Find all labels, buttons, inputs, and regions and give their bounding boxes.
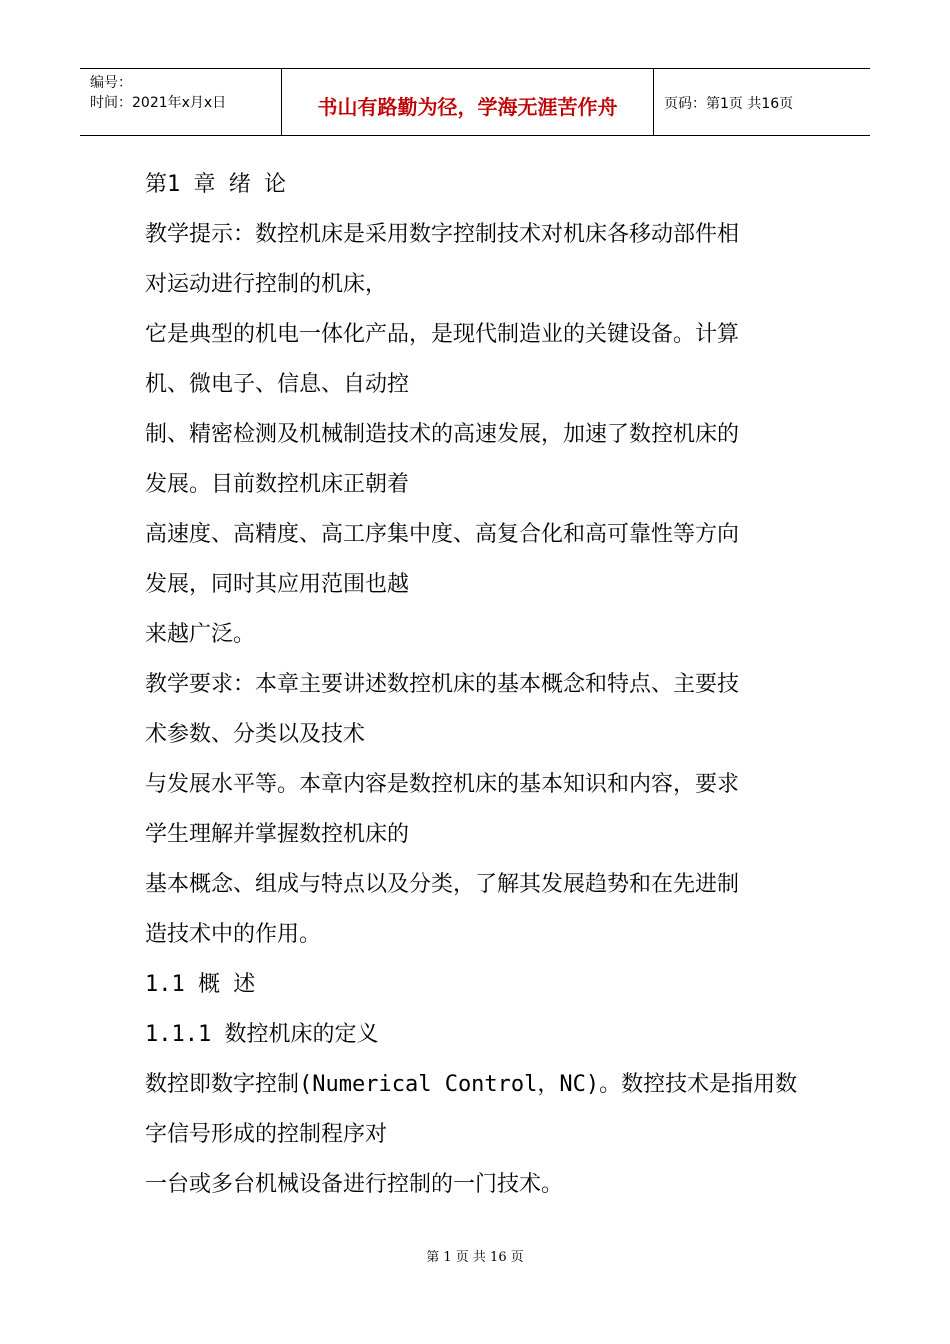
section-heading: 1.1 概 述 [145, 972, 256, 997]
body-line: 数控即数字控制(Numerical Control，NC)。数控技术是指用数 [145, 1072, 798, 1097]
body-line: 来越广泛。 [145, 622, 256, 647]
body-line: 教学提示：数控机床是采用数字控制技术对机床各移动部件相 [145, 222, 740, 247]
page-footer: 第 1 页 共 16 页 [426, 1250, 524, 1265]
subsection-heading: 1.1.1 数控机床的定义 [145, 1022, 379, 1047]
body-line: 它是典型的机电一体化产品，是现代制造业的关键设备。计算 [145, 322, 740, 347]
chapter-title: 第1 章 绪 论 [145, 172, 286, 197]
body-line: 制、精密检测及机械制造技术的高速发展，加速了数控机床的 [145, 422, 740, 447]
body-line: 学生理解并掌握数控机床的 [145, 822, 410, 847]
body-line: 高速度、高精度、高工序集中度、高复合化和高可靠性等方向 [145, 522, 740, 547]
body-line: 字信号形成的控制程序对 [145, 1122, 388, 1147]
page-header [80, 68, 870, 136]
serial-number-label: 编号： [90, 75, 132, 91]
header-motto: 书山有路勤为径，学海无涯苦作舟 [282, 69, 654, 135]
body-line: 对运动进行控制的机床， [145, 272, 388, 297]
body-line: 造技术中的作用。 [145, 922, 322, 947]
body-line: 发展。目前数控机床正朝着 [145, 472, 410, 497]
body-line: 教学要求：本章主要讲述数控机床的基本概念和特点、主要技 [145, 672, 740, 697]
time-label: 时间：2021年x月x日 [90, 95, 227, 111]
body-line: 术参数、分类以及技术 [145, 722, 366, 747]
header-meta-cell [80, 69, 282, 135]
body-line: 发展，同时其应用范围也越 [145, 572, 410, 597]
body-line: 基本概念、组成与特点以及分类，了解其发展趋势和在先进制 [145, 872, 740, 897]
document-body [145, 160, 825, 1210]
body-line: 与发展水平等。本章内容是数控机床的基本知识和内容，要求 [145, 772, 740, 797]
body-line: 一台或多台机械设备进行控制的一门技术。 [145, 1172, 564, 1197]
header-page-info: 页码：第1页 共16页 [664, 96, 794, 112]
body-line: 机、微电子、信息、自动控 [145, 372, 410, 397]
